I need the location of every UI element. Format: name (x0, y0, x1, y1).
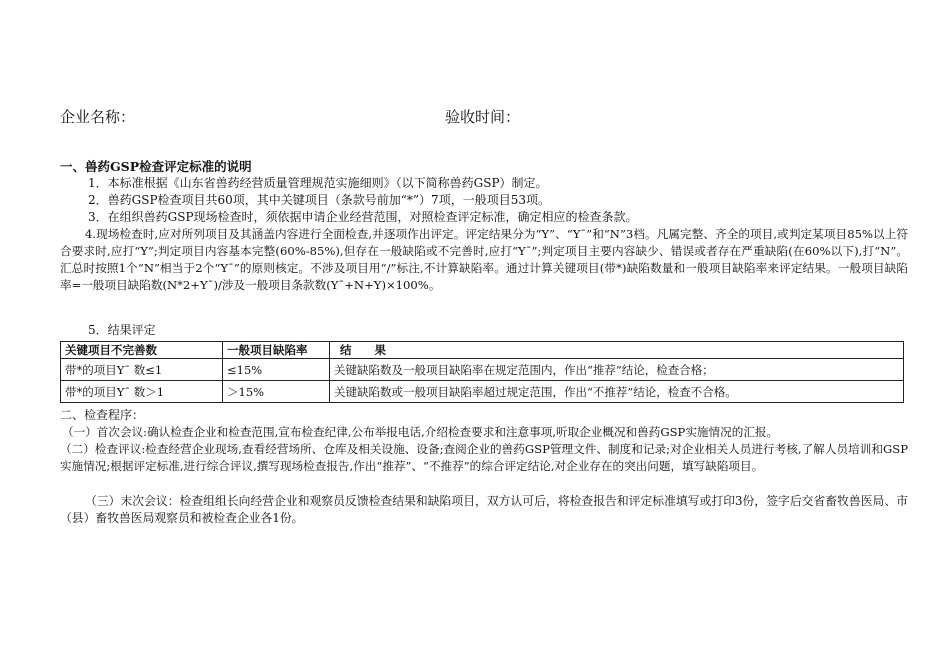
section1-item-2: 2．兽药GSP检查项目共60项，其中关键项目（条款号前加“*”）7项，一般项目53项。 (88, 193, 550, 207)
section2-item-3: （三）末次会议：检查组组长向经营企业和观察员反馈检查结果和缺陷项目，双方认可后，将检查报告和评定标准填写或打印3份，签字后交省畜牧兽医局、市（县）畜牧兽医局观察员和被检查企业各1份。 (60, 494, 908, 525)
table-cell: 关键缺陷数或一般项目缺陷率超过规定范围，作出“不推荐”结论，检查不合格。 (330, 381, 904, 403)
table-cell: ≤15% (223, 359, 330, 381)
table-header-cell: 一般项目缺陷率 (223, 342, 330, 359)
section2-title: 二、检查程序： (60, 408, 145, 422)
table-cell: 关键缺陷数及一般项目缺陷率在规定范围内，作出“推荐”结论，检查合格； (330, 359, 904, 381)
table-header-cell: 结 果 (330, 342, 904, 359)
table-row (61, 359, 904, 381)
acceptance-time-label: 验收时间： (445, 108, 521, 126)
section2-item-1: （一）首次会议:确认检查企业和检查范围,宣布检查纪律,公布举报电话,介绍检查要求和注意事项,听取企业概况和兽药GSP实施情况的汇报。 (62, 425, 779, 439)
result-table-header (61, 342, 904, 359)
company-name-label: 企业名称： (60, 108, 136, 126)
section1-item-1: 1．本标准根据《山东省兽药经营质量管理规范实施细则》（以下简称兽药GSP）制定。 (88, 176, 548, 190)
table-cell: 带*的项目Y¯ 数＞1 (61, 381, 223, 403)
section2-item-2: （二）检查评议:检查经营企业现场,查看经营场所、仓库及相关设施、设备;查阅企业的兽药GSP管理文件、制度和记录;对企业相关人员进行考核,了解人员培训和GSP实施情况;根据评定标准,进行综合评议,撰写现场检查报告,作出“推荐”、“不推荐”的综合评定结论,对企业存在的突出问题，填写缺陷项目。 (60, 442, 908, 473)
section1-item-4: 4.现场检查时,应对所列项目及其涵盖内容进行全面检查,并逐项作出评定。评定结果分为“Y”、“Y¯”和“N”3档。凡属完整、齐全的项目,或判定某项目85%以上符合要求时,应打“Y”;判定项目内容基本完整(60%-85%),但存在一般缺陷或不完善时,应打“Y¯”;判定项目主要内容缺少、错误或者存在严重缺陷(在60%以下),打“N”。汇总时按照1个“N”相当于2个“Y¯”的原则核定。不涉及项目用“/”标注,不计算缺陷率。通过计算关键项目(带*)缺陷数量和一般项目缺陷率来评定结果。一般项目缺陷率=一般项目缺陷数(N*2+Y¯)/涉及一般项目条款数(Y¯+N+Y)×100%。 (60, 227, 908, 292)
section1-item-5: 5．结果评定 (88, 323, 156, 337)
table-cell: ＞15% (223, 381, 330, 403)
table-row (61, 381, 904, 403)
section1-item-3: 3．在组织兽药GSP现场检查时，须依据申请企业经营范围，对照检查评定标准，确定相应的检查条款。 (88, 210, 638, 224)
result-table (60, 341, 904, 403)
table-cell: 带*的项目Y¯ 数≤1 (61, 359, 223, 381)
table-header-cell: 关键项目不完善数 (61, 342, 223, 359)
section1-title: 一、兽药GSP检查评定标准的说明 (60, 159, 252, 174)
